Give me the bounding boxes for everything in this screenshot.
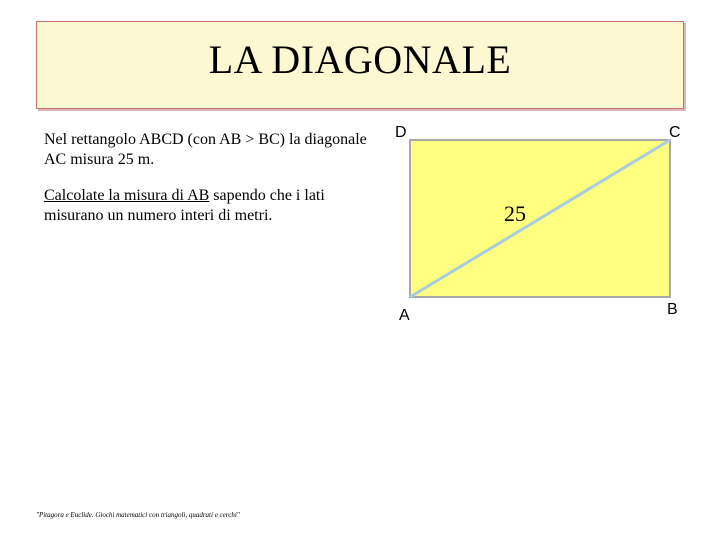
diagonal-length-label: 25 (504, 201, 526, 226)
vertex-a-label: A (399, 307, 410, 324)
problem-statement: Nel rettangolo ABCD (con AB > BC) la diagonale AC misura 25 m. (44, 131, 367, 168)
question-underlined: Calcolate la misura di AB (44, 187, 210, 204)
vertex-d-label: D (395, 124, 407, 141)
question-rest: sapendo che i lati misurano un numero interi di metri. (44, 187, 325, 224)
page-title: LA DIAGONALE (208, 37, 512, 82)
footer-source: "Pitagora e Euclide. Giochi matematici con triangoli, quadrati e cerchi" (36, 511, 240, 519)
vertex-b-label: B (667, 301, 678, 318)
vertex-c-label: C (669, 124, 681, 141)
